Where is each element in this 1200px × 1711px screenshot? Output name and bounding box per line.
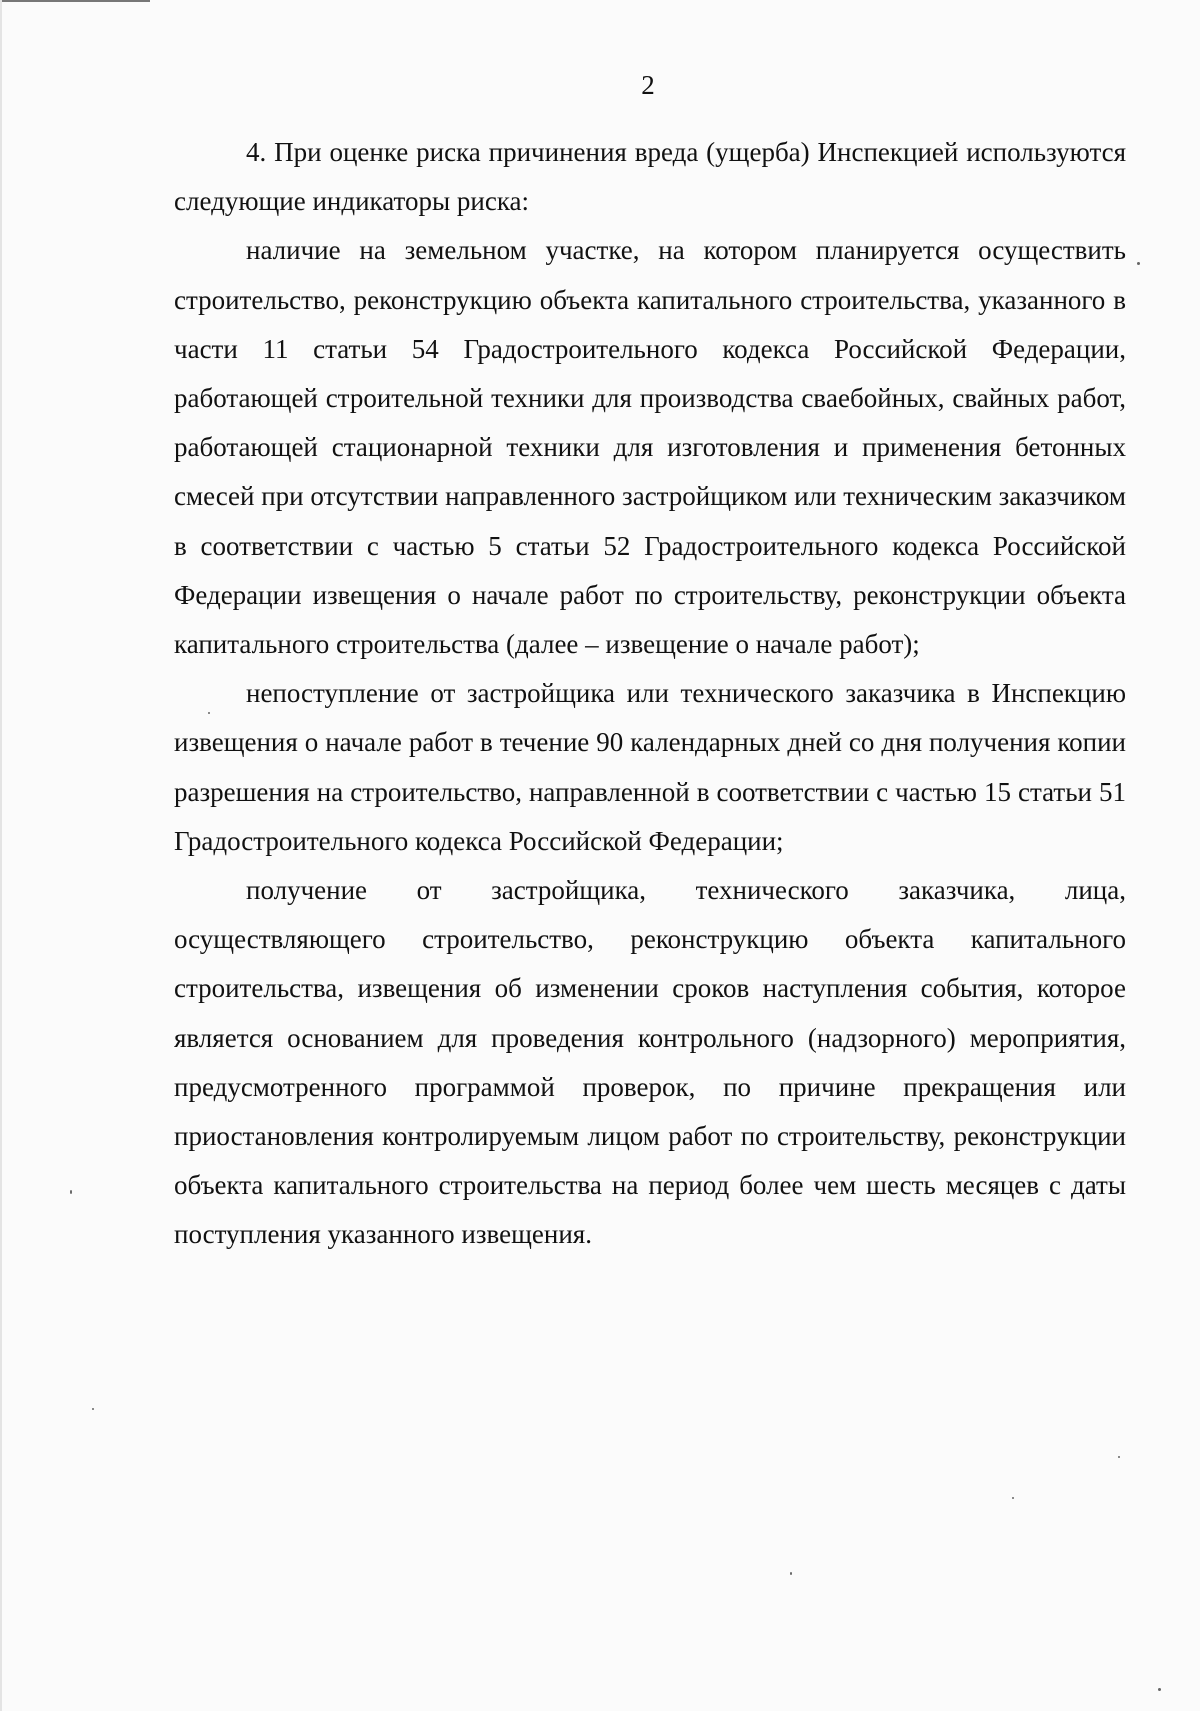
- scan-speck: [92, 1408, 94, 1410]
- scan-speck: [1118, 1456, 1120, 1458]
- paragraph-indicator-construction-equipment: наличие на земельном участке, на котором планируется осуществить строительство, реконструкцию объекта капитального строительства, указанного в части 11 статьи 54 Градостроительного кодекса Российской Федерации, работающей строительной техники для производства свaебойных, свайных работ, работающей стационарной техники для изготовления и применения бетонных смесей при отсутствии направленного застройщиком или техническим заказчиком в соответствии с частью 5 статьи 52 Градостроительного кодекса Российской Федерации извещения о начале работ по строительству, реконструкции объекта капитального строительства (далее – извещение о начале работ);: [174, 235, 1126, 660]
- scan-speck: [70, 1190, 72, 1194]
- paragraph-risk-assessment: 4. При оценке риска причинения вреда (ущерба) Инспекцией используются следующие индикаторы риска:: [174, 137, 1126, 217]
- scan-speck: [1137, 262, 1140, 265]
- paragraph-indicator-schedule-change: получение от застройщика, технического заказчика, лица, осуществляющего строительство, реконструкцию объекта капитального строительства, извещения об изменении сроков наступления события, которое является основанием для проведения контрольного (надзорного) мероприятия, предусмотренного программой проверок, по причине прекращения или приостановления контролируемым лицом работ по строительству, реконструкции объекта капитального строительства на период более чем шесть месяцев с даты поступления указанного извещения.: [174, 875, 1126, 1250]
- page-number: 2: [641, 70, 655, 100]
- scan-speck: [1012, 1497, 1014, 1499]
- document-body: [174, 128, 1126, 1260]
- scan-speck: [1158, 1688, 1161, 1691]
- scan-speck: [208, 712, 210, 714]
- scan-artifact-line: [0, 0, 150, 2]
- scan-artifact-edge: [0, 0, 2, 1711]
- paragraph-indicator-notice-not-received: непоступление от застройщика или технического заказчика в Инспекцию извещения о начале работ в течение 90 календарных дней со дня получения копии разрешения на строительство, направленной в соответствии с частью 15 статьи 51 Градостроительного кодекса Российской Федерации;: [174, 678, 1126, 856]
- scan-speck: [790, 1572, 792, 1575]
